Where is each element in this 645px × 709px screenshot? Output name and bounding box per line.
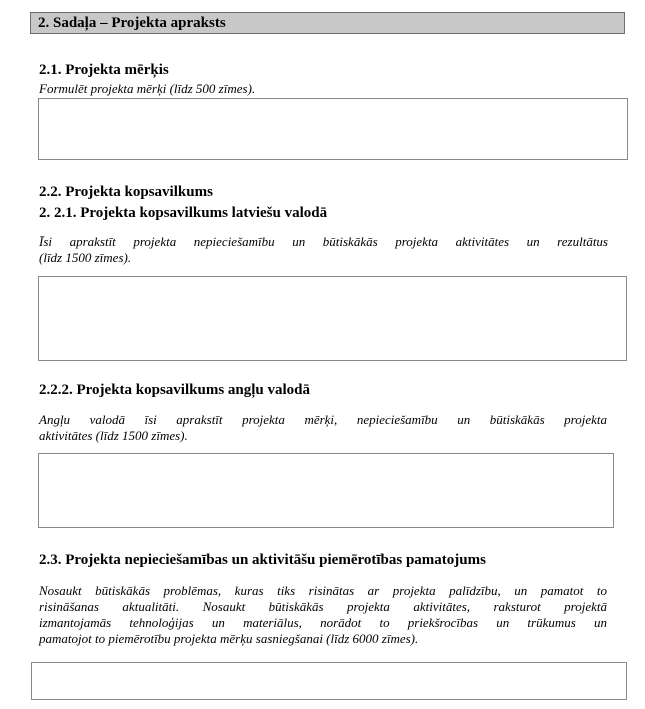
hint-2-3-line1: Nosaukt būtiskākās problēmas, kuras tiks risinātas ar projekta palīdzību, un pamatot to [39,583,607,598]
heading-2-2: 2.2. Projekta kopsavilkums [39,184,213,200]
heading-2-2-2: 2.2.2. Projekta kopsavilkums angļu valodā [39,382,311,398]
summary-latvian-field[interactable] [38,276,627,361]
section-title: 2. Sadaļa – Projekta apraksts [38,15,226,31]
heading-2-3: 2.3. Projekta nepieciešamības un aktivitāšu piemērotības pamatojums [39,552,486,568]
heading-2-1: 2.1. Projekta mērķis [39,62,169,78]
hint-2-2-2-line2: aktivitātes (līdz 1500 zīmes). [39,428,188,443]
hint-2-2-1 [39,234,608,266]
summary-english-field[interactable] [38,453,614,528]
justification-field[interactable] [31,662,627,700]
project-goal-field[interactable] [38,98,628,160]
hint-2-1: Formulēt projekta mērķi (līdz 500 zīmes). [39,81,256,96]
hint-2-2-1-line1: Īsi aprakstīt projekta nepieciešamību un būtiskākās projekta aktivitātes un rezultātus [39,234,608,249]
section-header [30,12,625,34]
hint-2-2-1-line2: (līdz 1500 zīmes). [39,250,132,265]
hint-2-3-line2: risināšanas aktualitāti. Nosaukt būtiskākās projekta aktivitātes, raksturot projektā [39,599,607,614]
hint-2-3-line4: pamatojot to piemērotību projekta mērķu sasniegšanai (līdz 6000 zīmes). [39,631,419,646]
hint-2-2-2-line1: Angļu valodā īsi aprakstīt projekta mērķi, nepieciešamību un būtiskākās projekta [39,412,607,427]
hint-2-2-2 [39,412,607,444]
hint-2-3 [39,583,607,647]
heading-2-2-1: 2. 2.1. Projekta kopsavilkums latviešu valodā [39,205,328,221]
hint-2-3-line3: izmantojamās tehnoloģijas un materiālus, norādot to priekšrocības un trūkumus un [39,615,607,630]
